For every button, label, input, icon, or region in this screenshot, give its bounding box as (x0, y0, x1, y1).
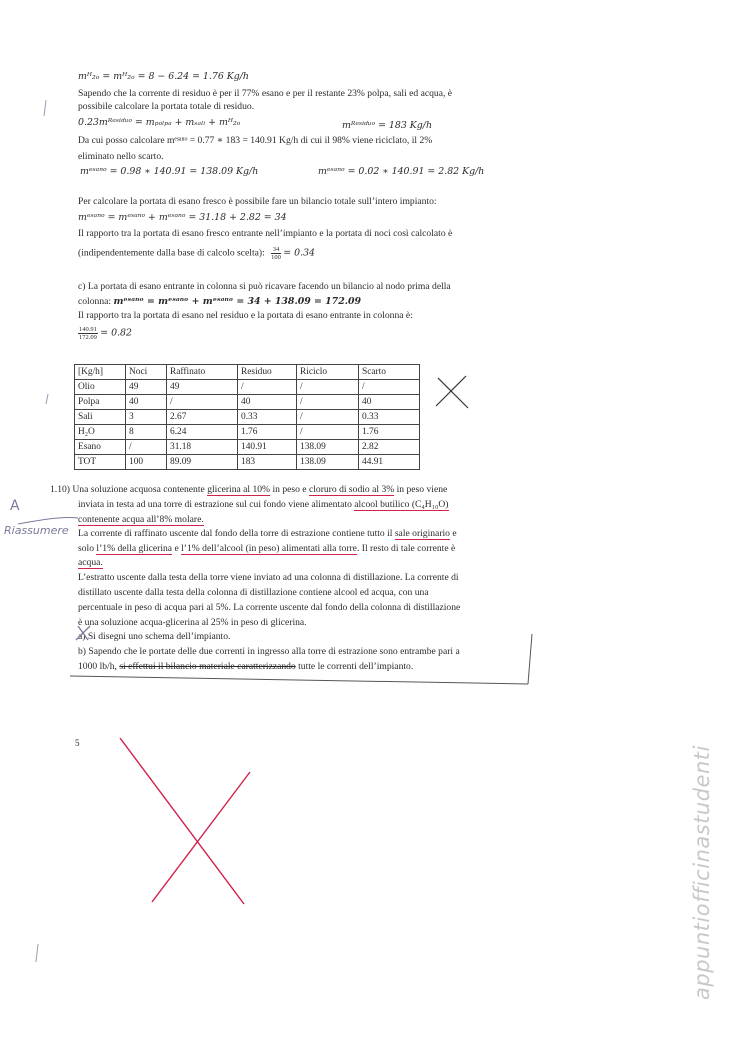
ratio-result: = 0.34 (283, 247, 316, 259)
highlighted-text: acqua. (78, 557, 103, 568)
problem-text: 1000 lb/h, (78, 661, 120, 672)
fraction-denominator: 172.09 (79, 334, 97, 341)
problem-text: in peso viene (394, 484, 448, 495)
equation-esano-fresco: mᵉˢᵃⁿᵒ = mᵉˢᵃⁿᵒ + mᵉˢᵃⁿᵒ = 31.18 + 2.82 = 34 (78, 212, 287, 223)
table-cell: / (238, 380, 297, 395)
highlighted-text: l’1% della glicerina (96, 543, 173, 554)
table-cell: / (359, 380, 420, 395)
table-cell: 6.24 (167, 425, 238, 440)
table-cell: 2.82 (359, 440, 420, 455)
table-cell: 1.76 (238, 425, 297, 440)
table-cell: 49 (126, 380, 167, 395)
problem-text: La corrente di raffinato uscente dal fondo della torre di estrazione contiene tutto il (78, 528, 395, 539)
problem-text: inviata in testa ad una torre di estrazione sul cui fondo viene alimentato (78, 499, 355, 510)
watermark-text: appuntiofficinastudenti (690, 745, 714, 1000)
table-cell: 0.33 (238, 410, 297, 425)
problem-line: è una soluzione acqua-glicerina al 25% in peso di glicerina. (78, 617, 307, 628)
table-cell: 138.09 (297, 440, 359, 455)
table-cell: Sali (75, 410, 126, 425)
highlighted-text: cloruro di sodio al 3% (308, 484, 395, 495)
ratio-result: = 0.82 (100, 327, 132, 339)
text-line: Da cui posso calcolare mᵉˢᵃⁿᵒ = 0.77 ∗ 183 = 140.91 Kg/h di cui il 98% viene riciclato, il 2% (78, 135, 433, 146)
table-cell: 138.09 (297, 455, 359, 470)
struck-text: si effettui il bilancio materiale caratterizzando (119, 661, 296, 672)
equation-colonna: mᵉˢᵃⁿᵒ = mᵉˢᵃⁿᵒ + mᵉˢᵃⁿᵒ = 34 + 138.09 = 172.09 (113, 296, 362, 307)
table-cell: Polpa (75, 395, 126, 410)
highlighted-text: sale originario (394, 528, 450, 539)
table-cell: / (297, 410, 359, 425)
table-header: Noci (126, 365, 167, 380)
table-cell: 140.91 (238, 440, 297, 455)
equation-residuo-total: mᴿᵉˢⁱᵈᵘᵒ = 183 Kg/h (342, 120, 433, 131)
table-header: Riciclo (297, 365, 359, 380)
text-line: eliminato nello scarto. (78, 151, 164, 162)
table-cell: Esano (75, 440, 126, 455)
table-cell: / (297, 395, 359, 410)
problem-line: L’estratto uscente dalla testa della torre viene inviato ad una colonna di distillazione. La corrente di (78, 572, 459, 583)
pencil-bracket-mark (70, 634, 532, 684)
text-line: possibile calcolare la portata totale di residuo. (78, 101, 255, 112)
table-cell: 2.67 (167, 410, 238, 425)
table-cell: 183 (238, 455, 297, 470)
page-number: 5 (75, 738, 80, 748)
problem-text: tutte le correnti dell’impianto. (295, 661, 414, 672)
problem-text: e (172, 543, 182, 554)
table-cell: / (297, 380, 359, 395)
table-header: Residuo (238, 365, 297, 380)
margin-note-word: Riassumere (4, 524, 69, 537)
pencil-check-mark (76, 626, 90, 640)
table-cell: 89.09 (167, 455, 238, 470)
black-x-mark (436, 376, 468, 408)
text-line: c) La portata di esano entrante in colonna si può ricavare facendo un bilancio al nodo prima della (78, 281, 451, 292)
problem-line: a) Si disegni uno schema dell’impianto. (78, 631, 231, 642)
problem-text: e (449, 528, 457, 539)
table-cell: 100 (126, 455, 167, 470)
problem-line: b) Sapendo che le portate delle due correnti in ingresso alla torre di estrazione sono entrambe pari a (78, 646, 460, 657)
highlighted-text: alcool butilico (C₄H₁₀O) (354, 499, 449, 510)
table-cell: 40 (126, 395, 167, 410)
fraction-numerator: 34 (272, 246, 280, 253)
table-header: [Kg/h] (75, 365, 126, 380)
equation-riciclo: mᵉˢᵃⁿᵒ = 0.98 ∗ 140.91 = 138.09 Kg/h (80, 166, 259, 177)
text-line: Sapendo che la corrente di residuo è per il 77% esano e per il restante 23% polpa, sali ed acqua, è (78, 88, 453, 99)
problem-line: distillato uscente dalla testa della colonna di distillazione contiene alcool ed acqua, con una (78, 587, 429, 598)
table-cell: TOT (75, 455, 126, 470)
table-cell: H₂O (75, 425, 126, 440)
fraction-denominator: 100 (271, 254, 281, 261)
table-cell: / (297, 425, 359, 440)
margin-arrow (18, 517, 78, 524)
problem-text: . Il resto di tale corrente è (356, 543, 456, 554)
table-cell: / (167, 395, 238, 410)
table-cell: 3 (126, 410, 167, 425)
table-header: Scarto (359, 365, 420, 380)
margin-note-letter: A (10, 498, 20, 514)
red-x-mark (120, 738, 250, 904)
table-cell: / (126, 440, 167, 455)
equation-h2o-scarto: mᴴ₂ₒ = mᴴ₂ₒ = 8 − 6.24 = 1.76 Kg/h (78, 71, 249, 82)
text-line: Per calcolare la portata di esano fresco è possibile fare un bilancio totale sull’intero impianto: (78, 196, 437, 207)
table-cell: 1.76 (359, 425, 420, 440)
text-line: Il rapporto tra la portata di esano fresco entrante nell’impianto e la portata di noci così calcolato è (78, 228, 453, 239)
problem-text: in peso e (270, 484, 309, 495)
highlighted-text: glicerina al 10% (207, 484, 271, 495)
table-cell: 40 (359, 395, 420, 410)
text-line: Il rapporto tra la portata di esano nel residuo e la portata di esano entrante in colonna è: (78, 310, 413, 321)
table-cell: 40 (238, 395, 297, 410)
table-header: Raffinato (167, 365, 238, 380)
equation-scarto: mᵉˢᵃⁿᵒ = 0.02 ∗ 140.91 = 2.82 Kg/h (318, 166, 485, 177)
table-cell: 44.91 (359, 455, 420, 470)
problem-line: percentuale in peso di acqua pari al 5%. La corrente uscente dal fondo della colonna di distillazione (78, 602, 461, 613)
problem-text: solo (78, 543, 97, 554)
equation-residuo: 0.23mᴿᵉˢⁱᵈᵘᵒ = mₚₒₗₚₐ + mₛₐₗᵢ + mᴴ₂ₒ (78, 117, 241, 128)
table-cell: 0.33 (359, 410, 420, 425)
pencil-margin-strokes (36, 100, 48, 962)
colonna-label: colonna: (78, 296, 112, 307)
table-cell: 49 (167, 380, 238, 395)
problem-text: 1.10) Una soluzione acquosa contenente (50, 484, 208, 495)
fraction-numerator: 140.91 (79, 326, 97, 333)
table-cell: Olio (75, 380, 126, 395)
highlighted-text: l’1% dell’alcool (in peso) alimentati alla torre (181, 543, 357, 554)
highlighted-text: contenente acqua all’8% molare. (78, 514, 204, 525)
ratio-intro: (indipendentemente dalla base di calcolo scelta): (78, 247, 265, 259)
table-cell: 31.18 (167, 440, 238, 455)
table-cell: 8 (126, 425, 167, 440)
